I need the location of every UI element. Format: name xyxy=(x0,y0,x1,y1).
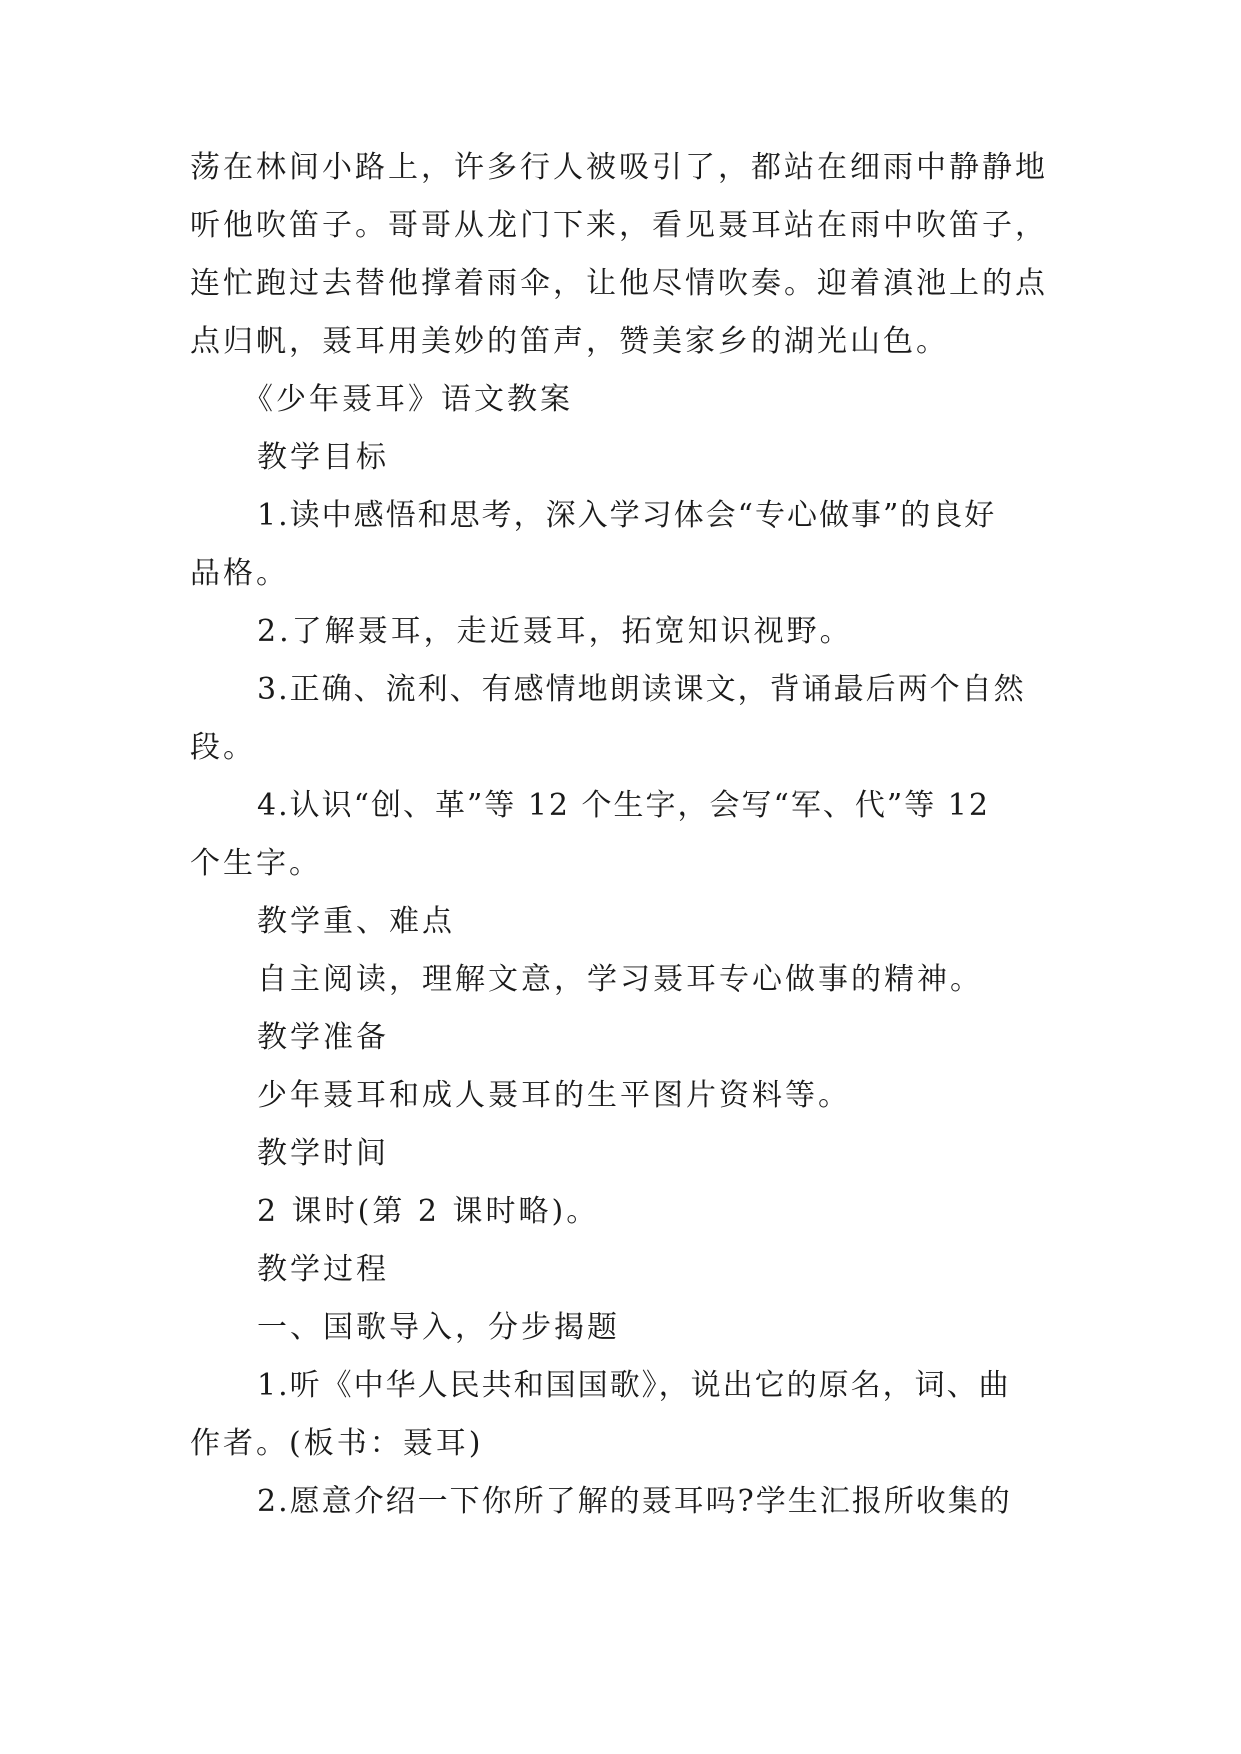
section-heading: 教学过程 xyxy=(257,1252,389,1287)
text-line: 品格。 xyxy=(190,556,289,591)
text-line: 荡在林间小路上，许多行人被吸引了，都站在细雨中静静地 xyxy=(190,150,1045,185)
list-item: 4.认识“创、革”等 12 个生字，会写“军、代”等 12 xyxy=(257,788,990,823)
text-line: 2 课时(第 2 课时略)。 xyxy=(257,1194,600,1229)
text-line: 听他吹笛子。哥哥从龙门下来，看见聂耳站在雨中吹笛子， xyxy=(190,208,1045,243)
subsection-heading: 一、国歌导入，分步揭题 xyxy=(257,1310,620,1345)
list-item: 2.了解聂耳，走近聂耳，拓宽知识视野。 xyxy=(257,614,853,649)
list-item: 1.读中感悟和思考，深入学习体会“专心做事”的良好 xyxy=(257,498,997,533)
section-heading: 教学时间 xyxy=(257,1136,389,1171)
text-line: 点归帆，聂耳用美妙的笛声，赞美家乡的湖光山色。 xyxy=(190,324,949,359)
list-item: 2.愿意介绍一下你所了解的聂耳吗?学生汇报所收集的 xyxy=(257,1484,1012,1519)
list-item: 3.正确、流利、有感情地朗读课文，背诵最后两个自然 xyxy=(257,672,1026,707)
text-line: 个生字。 xyxy=(190,846,322,881)
text-line: 段。 xyxy=(190,730,256,765)
text-line: 少年聂耳和成人聂耳的生平图片资料等。 xyxy=(257,1078,851,1113)
document-title: 《少年聂耳》语文教案 xyxy=(243,382,573,417)
text-line: 自主阅读，理解文意，学习聂耳专心做事的精神。 xyxy=(257,962,983,997)
section-heading: 教学准备 xyxy=(257,1020,389,1055)
section-heading: 教学重、难点 xyxy=(257,904,455,939)
text-line: 作者。(板书：聂耳) xyxy=(190,1426,484,1461)
section-heading: 教学目标 xyxy=(257,440,389,475)
list-item: 1.听《中华人民共和国国歌》，说出它的原名，词、曲 xyxy=(257,1368,1011,1403)
text-line: 连忙跑过去替他撑着雨伞，让他尽情吹奏。迎着滇池上的点 xyxy=(190,266,1045,301)
